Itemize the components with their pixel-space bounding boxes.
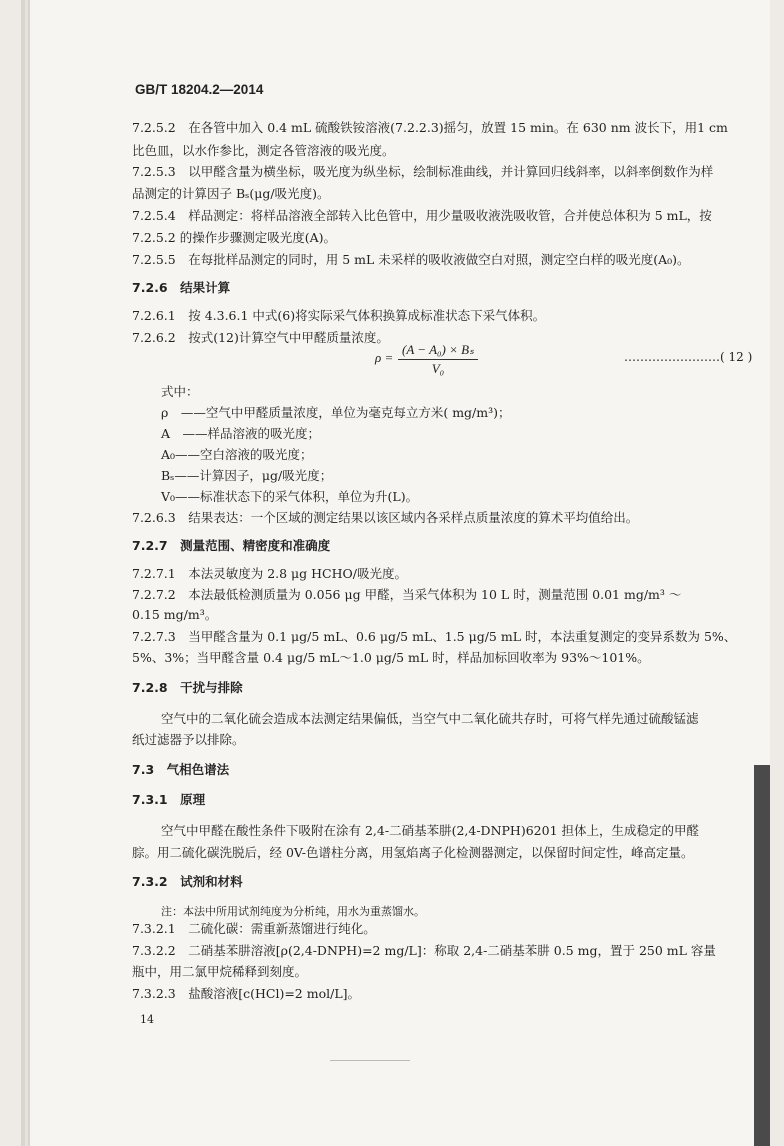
text-line: 式中： — [161, 384, 199, 399]
text-line: 纸过滤器予以排除。 — [132, 732, 245, 747]
text-line: 7.2.5.2 的操作步骤测定吸光度(A)。 — [132, 230, 336, 245]
text-line: 7.2.5.5 在每批样品测定的同时，用 5 mL 未采样的吸收液做空白对照，测定空白样的吸光度(A₀)。 — [132, 252, 690, 267]
symbol-definition: ρ ——空气中甲醛质量浓度，单位为毫克每立方米( mg/m³)； — [161, 405, 511, 420]
text-line: 比色皿，以水作参比，测定各管溶液的吸光度。 — [132, 143, 395, 158]
text-line: 7.2.7.1 本法灵敏度为 2.8 μg HCHO/吸光度。 — [132, 566, 407, 581]
text-line: 7.2.6.1 按 4.3.6.1 中式(6)将实际采气体积换算成标准状态下采气体积。 — [132, 308, 546, 323]
section-heading: 7.3.1 原理 — [132, 792, 206, 807]
text-line: 空气中甲醛在酸性条件下吸附在涂有 2,4-二硝基苯肼(2,4-DNPH)6201 担体上，生成稳定的甲醛 — [161, 823, 699, 838]
section-heading: 7.2.6 结果计算 — [132, 280, 231, 295]
formula-numerator: (A − A₀) × Bₛ — [398, 342, 478, 360]
section-heading: 7.2.7 测量范围、精密度和准确度 — [132, 538, 331, 553]
symbol-definition: Bₛ——计算因子，μg/吸光度； — [161, 468, 333, 483]
text-line: 腙。用二硫化碳洗脱后，经 0V-色谱柱分离，用氢焰离子化检测器测定，以保留时间定性，峰高定量。 — [132, 845, 694, 860]
text-line: 7.2.6.3 结果表达：一个区域的测定结果以该区域内各采样点质量浓度的算术平均值给出。 — [132, 510, 639, 525]
section-heading: 7.3 气相色谱法 — [132, 762, 230, 777]
standard-id: GB/T 18204.2—2014 — [135, 82, 264, 97]
text-line: 7.3.2.2 二硝基苯肼溶液[ρ(2,4-DNPH)=2 mg/L]：称取 2,4-二硝基苯肼 0.5 mg，置于 250 mL 容量 — [132, 943, 716, 958]
formula-fraction — [398, 342, 478, 377]
footer-rule — [330, 1060, 410, 1061]
formula-denominator: V₀ — [431, 361, 445, 376]
text-line: 瓶中，用二氯甲烷稀释到刻度。 — [132, 964, 308, 979]
scan-shadow — [754, 765, 770, 1146]
text-line: 7.3.2.3 盐酸溶液[c(HCl)=2 mol/L]。 — [132, 986, 360, 1001]
equation-number: ……………………( 12 ) — [624, 350, 753, 364]
page-number: 14 — [140, 1013, 154, 1026]
section-heading: 7.2.8 干扰与排除 — [132, 680, 243, 695]
text-line: 7.2.7.2 本法最低检测质量为 0.056 μg 甲醛，当采气体积为 10 L 时，测量范围 0.01 mg/m³ ～ — [132, 587, 682, 602]
text-line: 7.2.6.2 按式(12)计算空气中甲醛质量浓度。 — [132, 330, 389, 345]
text-line: 0.15 mg/m³。 — [132, 607, 218, 622]
symbol-definition: A₀——空白溶液的吸光度； — [161, 447, 313, 462]
text-line: 空气中的二氧化硫会造成本法测定结果偏低，当空气中二氧化硫共存时，可将气样先通过硫酸锰滤 — [161, 711, 699, 726]
section-heading: 7.3.2 试剂和材料 — [132, 874, 243, 889]
text-line: 5%、3%；当甲醛含量 0.4 μg/5 mL～1.0 μg/5 mL 时，样品加标回收率为 93%～101%。 — [132, 650, 650, 665]
text-line: 7.2.7.3 当甲醛含量为 0.1 μg/5 mL、0.6 μg/5 mL、1.5 μg/5 mL 时，本法重复测定的变异系数为 5%、 — [132, 629, 737, 644]
text-line: 7.2.5.3 以甲醛含量为横坐标，吸光度为纵坐标，绘制标准曲线，并计算回归线斜率，以斜率倒数作为样 — [132, 164, 714, 179]
text-line: 7.2.5.2 在各管中加入 0.4 mL 硫酸铁铵溶液(7.2.2.3)摇匀，放置 15 min。在 630 nm 波长下，用1 cm — [132, 120, 728, 135]
formula-lhs: ρ = — [375, 350, 394, 365]
text-line: 7.3.2.1 二硫化碳：需重新蒸馏进行纯化。 — [132, 921, 376, 936]
note-line: 注：本法中所用试剂纯度为分析纯，用水为重蒸馏水。 — [161, 905, 425, 918]
text-line: 7.2.5.4 样品测定：将样品溶液全部转入比色管中，用少量吸收液洗吸收管，合并使总体积为 5 mL，按 — [132, 208, 712, 223]
symbol-definition: A ——样品溶液的吸光度； — [161, 426, 321, 441]
text-line: 品测定的计算因子 Bₛ(μg/吸光度)。 — [132, 186, 330, 201]
symbol-definition: V₀——标准状态下的采气体积，单位为升(L)。 — [161, 489, 419, 504]
document-page — [30, 0, 770, 1146]
